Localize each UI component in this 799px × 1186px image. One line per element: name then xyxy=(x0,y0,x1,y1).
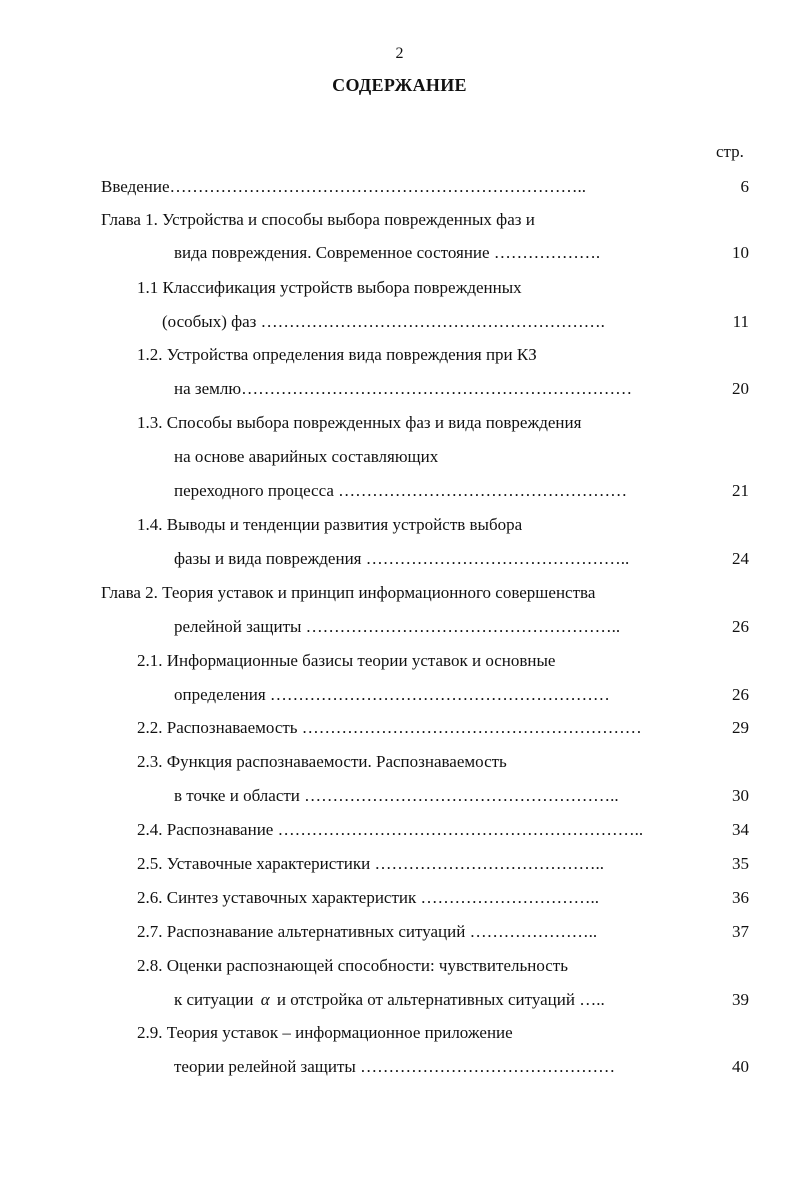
toc-entry-1-3-cont: на основе аварийных составляющих xyxy=(174,447,439,466)
toc-entry-1-2-cont: на землю…………………………………………………………… xyxy=(174,379,633,398)
toc-entry-chapter-1-cont: вида повреждения. Современное состояние ………………. xyxy=(174,243,601,262)
page-number: 2 xyxy=(395,45,404,62)
toc-entry-2-2: 2.2. Распознаваемость …………………………………………………… xyxy=(137,718,642,737)
toc-page-number: 35 xyxy=(732,854,749,873)
toc-entry-2-8: 2.8. Оценки распознающей способности: чувствительность xyxy=(137,956,568,975)
toc-entry-2-1: 2.1. Информационные базисы теории уставок и основные xyxy=(137,651,556,670)
toc-entry-1-1: 1.1 Классификация устройств выбора поврежденных xyxy=(137,278,522,297)
toc-entry-1-4: 1.4. Выводы и тенденции развития устройств выбора xyxy=(137,515,523,534)
page-column-label: стр. xyxy=(716,142,744,161)
toc-entry-chapter-2: Глава 2. Теория уставок и принцип информационного совершенства xyxy=(101,583,596,602)
toc-page-number: 24 xyxy=(732,549,749,568)
toc-page-number: 10 xyxy=(732,243,749,262)
page-title: СОДЕРЖАНИЕ xyxy=(332,75,467,95)
toc-entry-2-9-cont: теории релейной защиты ……………………………………… xyxy=(174,1057,616,1076)
toc-page-number: 29 xyxy=(732,718,749,737)
toc-page-number: 34 xyxy=(732,820,749,839)
toc-entry-1-1-cont: (особых) фаз ……………………………………………………. xyxy=(162,312,605,331)
toc-page-number: 26 xyxy=(732,617,749,636)
toc-page-number: 36 xyxy=(732,888,749,907)
toc-entry-intro: Введение……………………………………………………………….. xyxy=(101,177,587,196)
toc-entry-2-8-cont xyxy=(174,989,605,1011)
toc-page-number: 40 xyxy=(732,1057,749,1076)
toc-entry-2-8-text-b: и отстройка от альтернативных ситуаций ….. xyxy=(276,990,605,1009)
toc-entry-1-4-cont: фазы и вида повреждения ……………………………………….. xyxy=(174,549,630,568)
alpha-symbol: α xyxy=(260,990,270,1009)
toc-entry-2-8-text-a: к ситуации xyxy=(174,990,254,1009)
toc-entry-1-3: 1.3. Способы выбора поврежденных фаз и вида повреждения xyxy=(137,413,582,432)
toc-entry-1-2: 1.2. Устройства определения вида повреждения при КЗ xyxy=(137,345,537,364)
toc-page-number: 26 xyxy=(732,685,749,704)
toc-entry-1-3-cont2: переходного процесса …………………………………………… xyxy=(174,481,628,500)
toc-page-number: 30 xyxy=(732,786,749,805)
toc-page-number: 21 xyxy=(732,481,749,500)
toc-entry-2-5: 2.5. Уставочные характеристики ………………………………….. xyxy=(137,854,604,873)
toc-page-number: 6 xyxy=(740,177,749,196)
toc-entry-chapter-2-cont: релейной защиты ……………………………………………….. xyxy=(174,617,621,636)
toc-entry-2-3: 2.3. Функция распознаваемости. Распознаваемость xyxy=(137,752,507,771)
toc-entry-chapter-1: Глава 1. Устройства и способы выбора поврежденных фаз и xyxy=(101,210,535,229)
toc-entry-2-7: 2.7. Распознавание альтернативных ситуаций ………………….. xyxy=(137,922,598,941)
toc-page-number: 37 xyxy=(732,922,749,941)
toc-entry-2-6: 2.6. Синтез уставочных характеристик ………………………….. xyxy=(137,888,600,907)
toc-entry-2-1-cont: определения …………………………………………………… xyxy=(174,685,610,704)
toc-entry-2-4: 2.4. Распознавание ……………………………………………………….. xyxy=(137,820,644,839)
toc-page-number: 20 xyxy=(732,379,749,398)
toc-entry-2-9: 2.9. Теория уставок – информационное приложение xyxy=(137,1023,513,1042)
toc-page-number: 11 xyxy=(732,312,749,331)
toc-entry-2-3-cont: в точке и области ……………………………………………….. xyxy=(174,786,619,805)
toc-page-number: 39 xyxy=(732,990,749,1009)
